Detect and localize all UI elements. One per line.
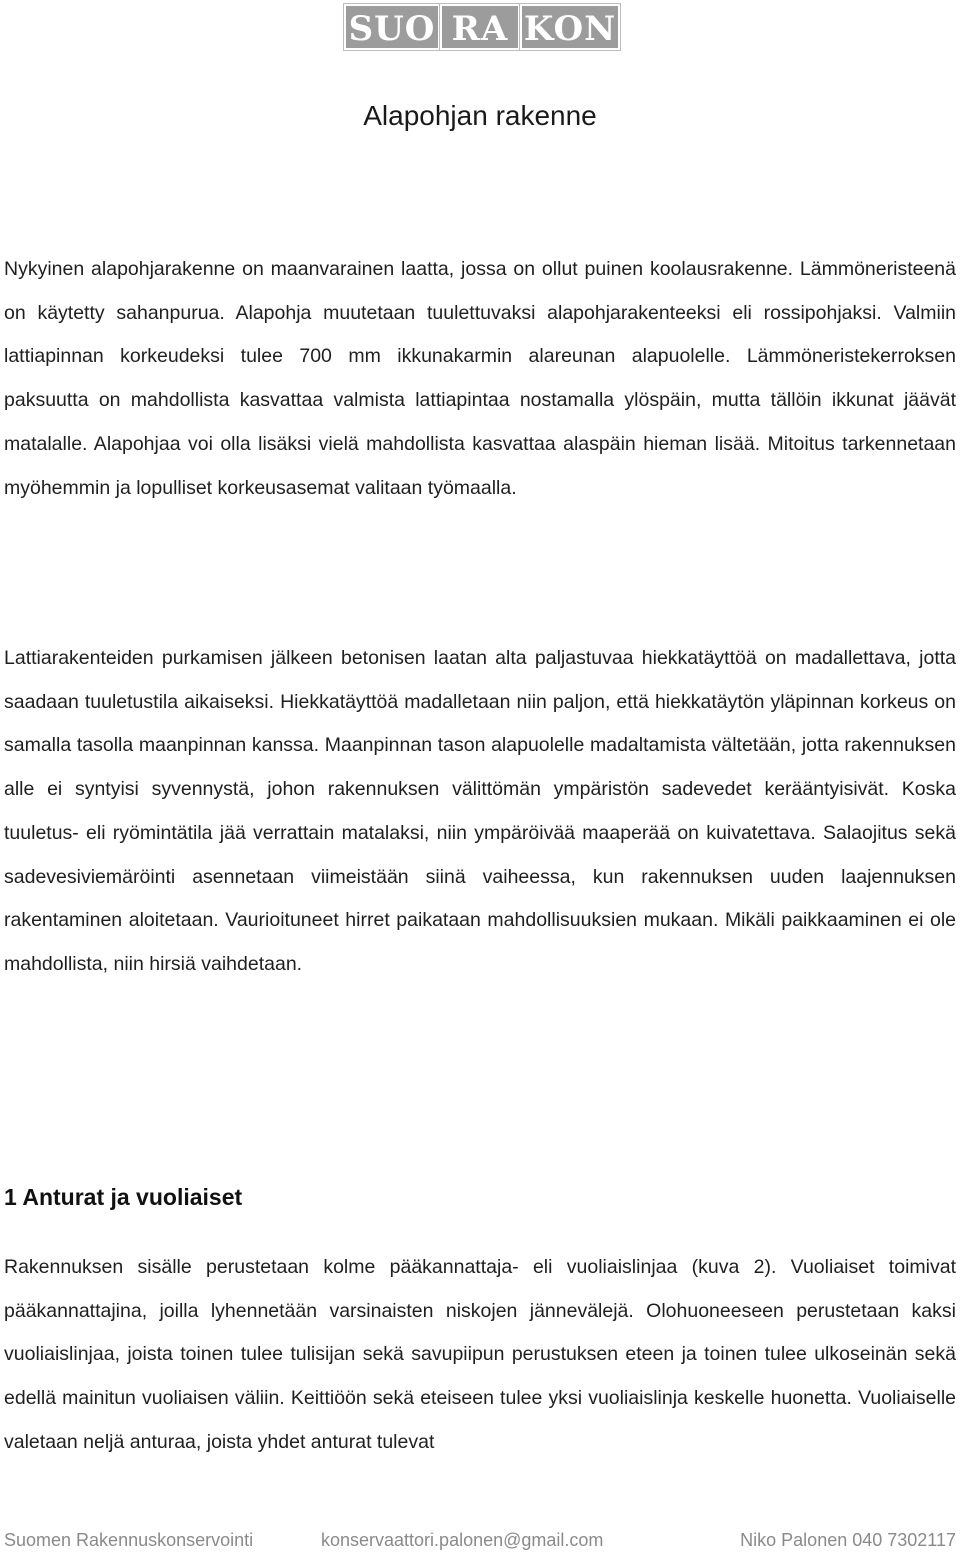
logo-part-kon: KON <box>520 4 620 50</box>
section-heading: 1 Anturat ja vuoliaiset <box>4 1184 243 1210</box>
body-paragraph-2: Lattiarakenteiden purkamisen jälkeen betonisen laatan alta paljastuvaa hiekkatäyttöä on madallettava, jotta saadaan tuuletustila aikaiseksi. Hiekkatäyttöä madalletaan niin paljon, että hiekkatäytön yläpinnan korkeus on samalla tasolla maanpinnan kanssa. Maanpinnan tason alapuolelle madaltamista vältetään, jotta rakennuksen alle ei syntyisi syvennystä, johon rakennuksen välittömän ympäristön sadevedet kerääntyisivät. Koska tuuletus- eli ryömintätila jää verrattain matalaksi, niin ympäröivää maaperää on kuivatettava. Salaojitus sekä sadevesiviemäröinti asennetaan viimeistään siinä vaiheessa, kun rakennuksen uuden laajennuksen rakentaminen aloitetaan. Vaurioituneet hirret paikataan mahdollisuuksien mukaan. Mikäli paikkaaminen ei ole mahdollista, niin hirsiä vaihdetaan. <box>4 647 956 975</box>
page-footer <box>4 1530 956 1558</box>
footer-organization: Suomen Rakennuskonservointi <box>4 1530 254 1550</box>
logo-part-ra: RA <box>440 4 520 50</box>
company-logo <box>344 4 620 50</box>
body-paragraph-1: Nykyinen alapohjarakenne on maanvarainen laatta, jossa on ollut puinen koolausrakenne. Lämmöneristeenä on käytetty sahanpurua. Alapohja muutetaan tuulettuvaksi alapohjarakenteeksi eli rossipohjaksi. Valmiin lattiapinnan korkeudeksi tulee 700 mm ikkunakarmin alareunan alapuolelle. Lämmöneristekerroksen paksuutta on mahdollista kasvattaa valmista lattiapintaa nostamalla ylöspäin, mutta tällöin ikkunat jäävät matalalle. Alapohjaa voi olla lisäksi vielä mahdollista kasvattaa alaspäin hieman lisää. Mitoitus tarkennetaan myöhemmin ja lopulliset korkeusasemat valitaan työmaalla. <box>4 258 956 499</box>
document-title: Alapohjan rakenne <box>363 100 597 131</box>
footer-email: konservaattori.palonen@gmail.com <box>321 1530 604 1550</box>
footer-contact: Niko Palonen 040 7302117 <box>740 1530 956 1550</box>
section-paragraph: Rakennuksen sisälle perustetaan kolme pääkannattaja- eli vuoliaislinjaa (kuva 2). Vuoliaiset toimivat pääkannattajina, joilla lyhennetään varsinaisten niskojen jännevälejä. Olohuoneeseen perustetaan kaksi vuoliaislinjaa, joista toinen tulee tulisijan sekä savupiipun perustuksen eteen ja toinen tulee ulkoseinän sekä edellä mainitun vuoliaisen väliin. Keittiöön sekä eteiseen tulee yksi vuoliaislinja keskelle huonetta. Vuoliaiselle valetaan neljä anturaa, joista yhdet anturat tulevat <box>4 1256 956 1453</box>
logo-part-suo: SUO <box>344 4 440 50</box>
